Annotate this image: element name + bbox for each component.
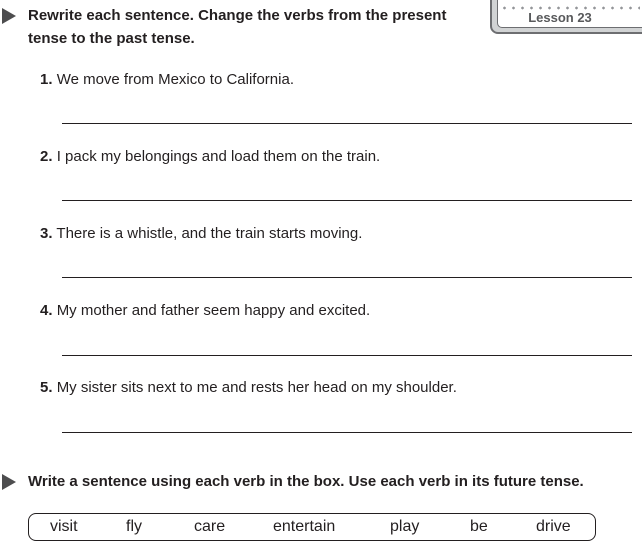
- verb-word: drive: [536, 518, 571, 535]
- item-sentence: There is a whistle, and the train starts moving.: [56, 225, 363, 242]
- item-sentence: My sister sits next to me and rests her head on my shoulder.: [56, 379, 457, 396]
- play-arrow-icon: [2, 474, 16, 490]
- answer-line[interactable]: [62, 277, 632, 278]
- answer-line[interactable]: [62, 432, 632, 433]
- item-sentence: I pack my belongings and load them on the train.: [56, 148, 381, 165]
- item-number: 1.: [40, 71, 53, 88]
- list-item: [40, 147, 380, 167]
- verb-word: play: [390, 518, 420, 535]
- verb-word: be: [470, 518, 488, 535]
- item-number: 4.: [40, 302, 53, 319]
- section1-instruction-line2: tense to the past tense.: [28, 30, 195, 47]
- verb-word: fly: [126, 518, 142, 535]
- list-item: [40, 378, 457, 398]
- lesson-label: Lesson 23: [528, 10, 592, 25]
- list-item: [40, 224, 362, 244]
- section2-instruction: Write a sentence using each verb in the box. Use each verb in its future tense.: [28, 473, 584, 490]
- list-item: [40, 301, 370, 321]
- item-number: 3.: [40, 225, 53, 242]
- item-sentence: My mother and father seem happy and excited.: [56, 302, 371, 319]
- verb-word: entertain: [273, 518, 336, 535]
- answer-line[interactable]: [62, 200, 632, 201]
- item-sentence: We move from Mexico to California.: [56, 71, 294, 88]
- item-number: 5.: [40, 379, 53, 396]
- item-number: 2.: [40, 148, 53, 165]
- section1-instruction-line1: Rewrite each sentence. Change the verbs from the present: [28, 7, 447, 24]
- answer-line[interactable]: [62, 123, 632, 124]
- answer-line[interactable]: [62, 355, 632, 356]
- play-arrow-icon: [2, 8, 16, 24]
- list-item: [40, 70, 294, 90]
- verb-word: care: [194, 518, 226, 535]
- verb-word: visit: [50, 518, 78, 535]
